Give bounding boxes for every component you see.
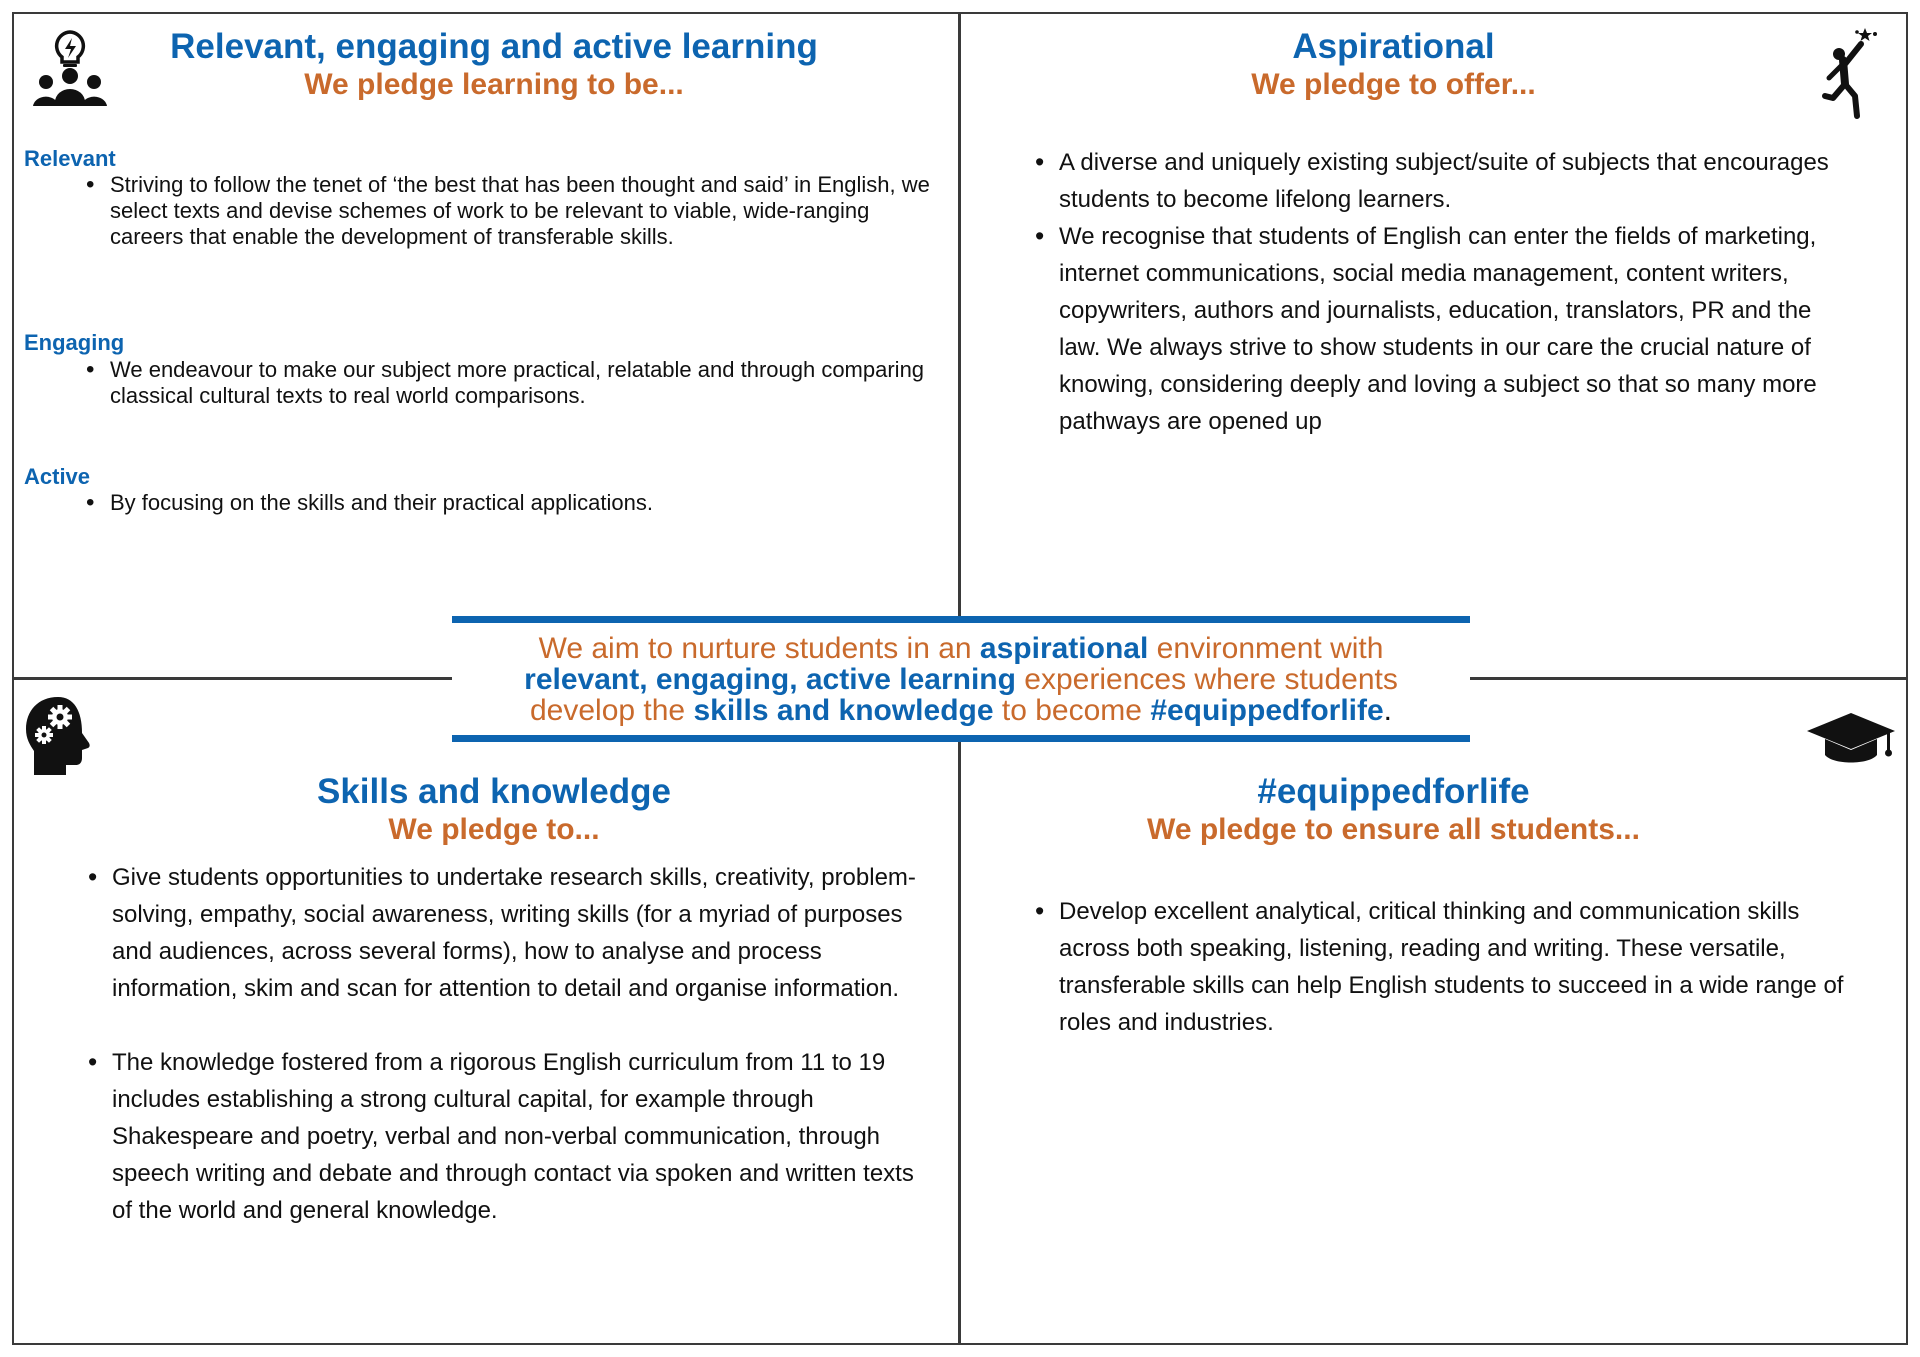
quadrant-subtitle: We pledge to ensure all students... [1147,812,1640,846]
bullet-item: • A diverse and uniquely existing subject/suite of subjects that encourages students to become lifelong learners. [1033,144,1853,218]
quadrant-header [134,28,854,103]
quadrant-equippedforlife [961,681,1906,1343]
bullet-item: • We endeavour to make our subject more practical, relatable and through comparing classical cultural texts to real world comparisons. [84,357,934,409]
bullet-item: • Develop excellent analytical, critical thinking and communication skills across both speaking, listening, reading and writing. These versatile, transferable skills can help English students to succeed in a wide range of roles and industries. [1033,893,1853,1041]
bullet-item: • By focusing on the skills and their practical applications. [84,490,934,516]
banner-text: experiences where students [1015,663,1398,696]
quadrant-title: Aspirational [1292,27,1495,66]
banner-text: to become [993,694,1151,727]
bullet-item: • Give students opportunities to undertake research skills, creativity, problem-solving, empathy, social awareness, writing skills (for a myriad of purposes and audiences, across several forms), how to analyse and process information, skim and scan for attention to detail and organise information. [86,859,926,1007]
quadrant-subtitle: We pledge to... [388,812,600,846]
section-label-active: Active [24,464,91,489]
banner-highlight: #equippedforlife [1150,694,1384,727]
banner-text: . [1383,694,1393,727]
bullet-item: • Striving to follow the tenet of ‘the best that has been thought and said’ in English, we select texts and devise schemes of work to be relevant to viable, wide-ranging careers that enable the development of transferable skills. [84,172,934,250]
banner-text: environment with [1148,632,1384,665]
bullet-list-engaging [84,357,934,409]
section-label-relevant: Relevant [24,146,116,171]
bullet-item: • We recognise that students of English can enter the fields of marketing, internet communications, social media management, content writers, copywriters, authors and journalists, education, translators, PR and the law. We always strive to show students in our care the crucial nature of knowing, considering deeply and loving a subject so that so many more pathways are opened up [1033,218,1853,440]
bullet-list-aspirational [1033,144,1853,440]
bullet-list-active [84,490,934,516]
banner-highlight: relevant, engaging, active learning [524,663,1016,696]
quadrant-aspirational [961,14,1906,676]
graduation-cap-icon [1805,711,1897,767]
bullet-item: • The knowledge fostered from a rigorous English curriculum from 11 to 19 includes establishing a strong cultural capital, for example through Shakespeare and poetry, verbal and non-verbal communication, through speech writing and debate and through contact via spoken and written texts of the world and general knowledge. [86,1044,926,1229]
team-idea-icon [32,30,108,108]
bullet-list-equipped [1033,893,1853,1041]
quadrant-title: Relevant, engaging and active learning [170,27,818,66]
banner-text: We aim to nurture students in an [538,632,980,665]
quadrant-header [134,773,854,848]
banner-highlight: aspirational [979,632,1149,665]
quadrant-header [1001,773,1786,848]
section-label-engaging: Engaging [24,330,125,355]
banner-highlight: skills and knowledge [693,694,994,727]
quadrant-subtitle: We pledge to offer... [1251,67,1536,101]
quadrant-title: Skills and knowledge [317,772,671,811]
quadrant-subtitle: We pledge learning to be... [304,67,684,101]
quadrant-header [1001,28,1786,103]
banner-text: develop the [529,694,694,727]
head-gears-icon [24,695,96,777]
quadrant-relevant-engaging-active [14,14,958,676]
aim-statement-banner [452,616,1470,742]
bullet-list-skills [86,859,926,1266]
quadrant-skills-knowledge [14,681,958,1343]
quadrant-title: #equippedforlife [1257,772,1530,811]
reaching-star-icon [1819,22,1881,122]
bullet-list-relevant [84,172,934,250]
